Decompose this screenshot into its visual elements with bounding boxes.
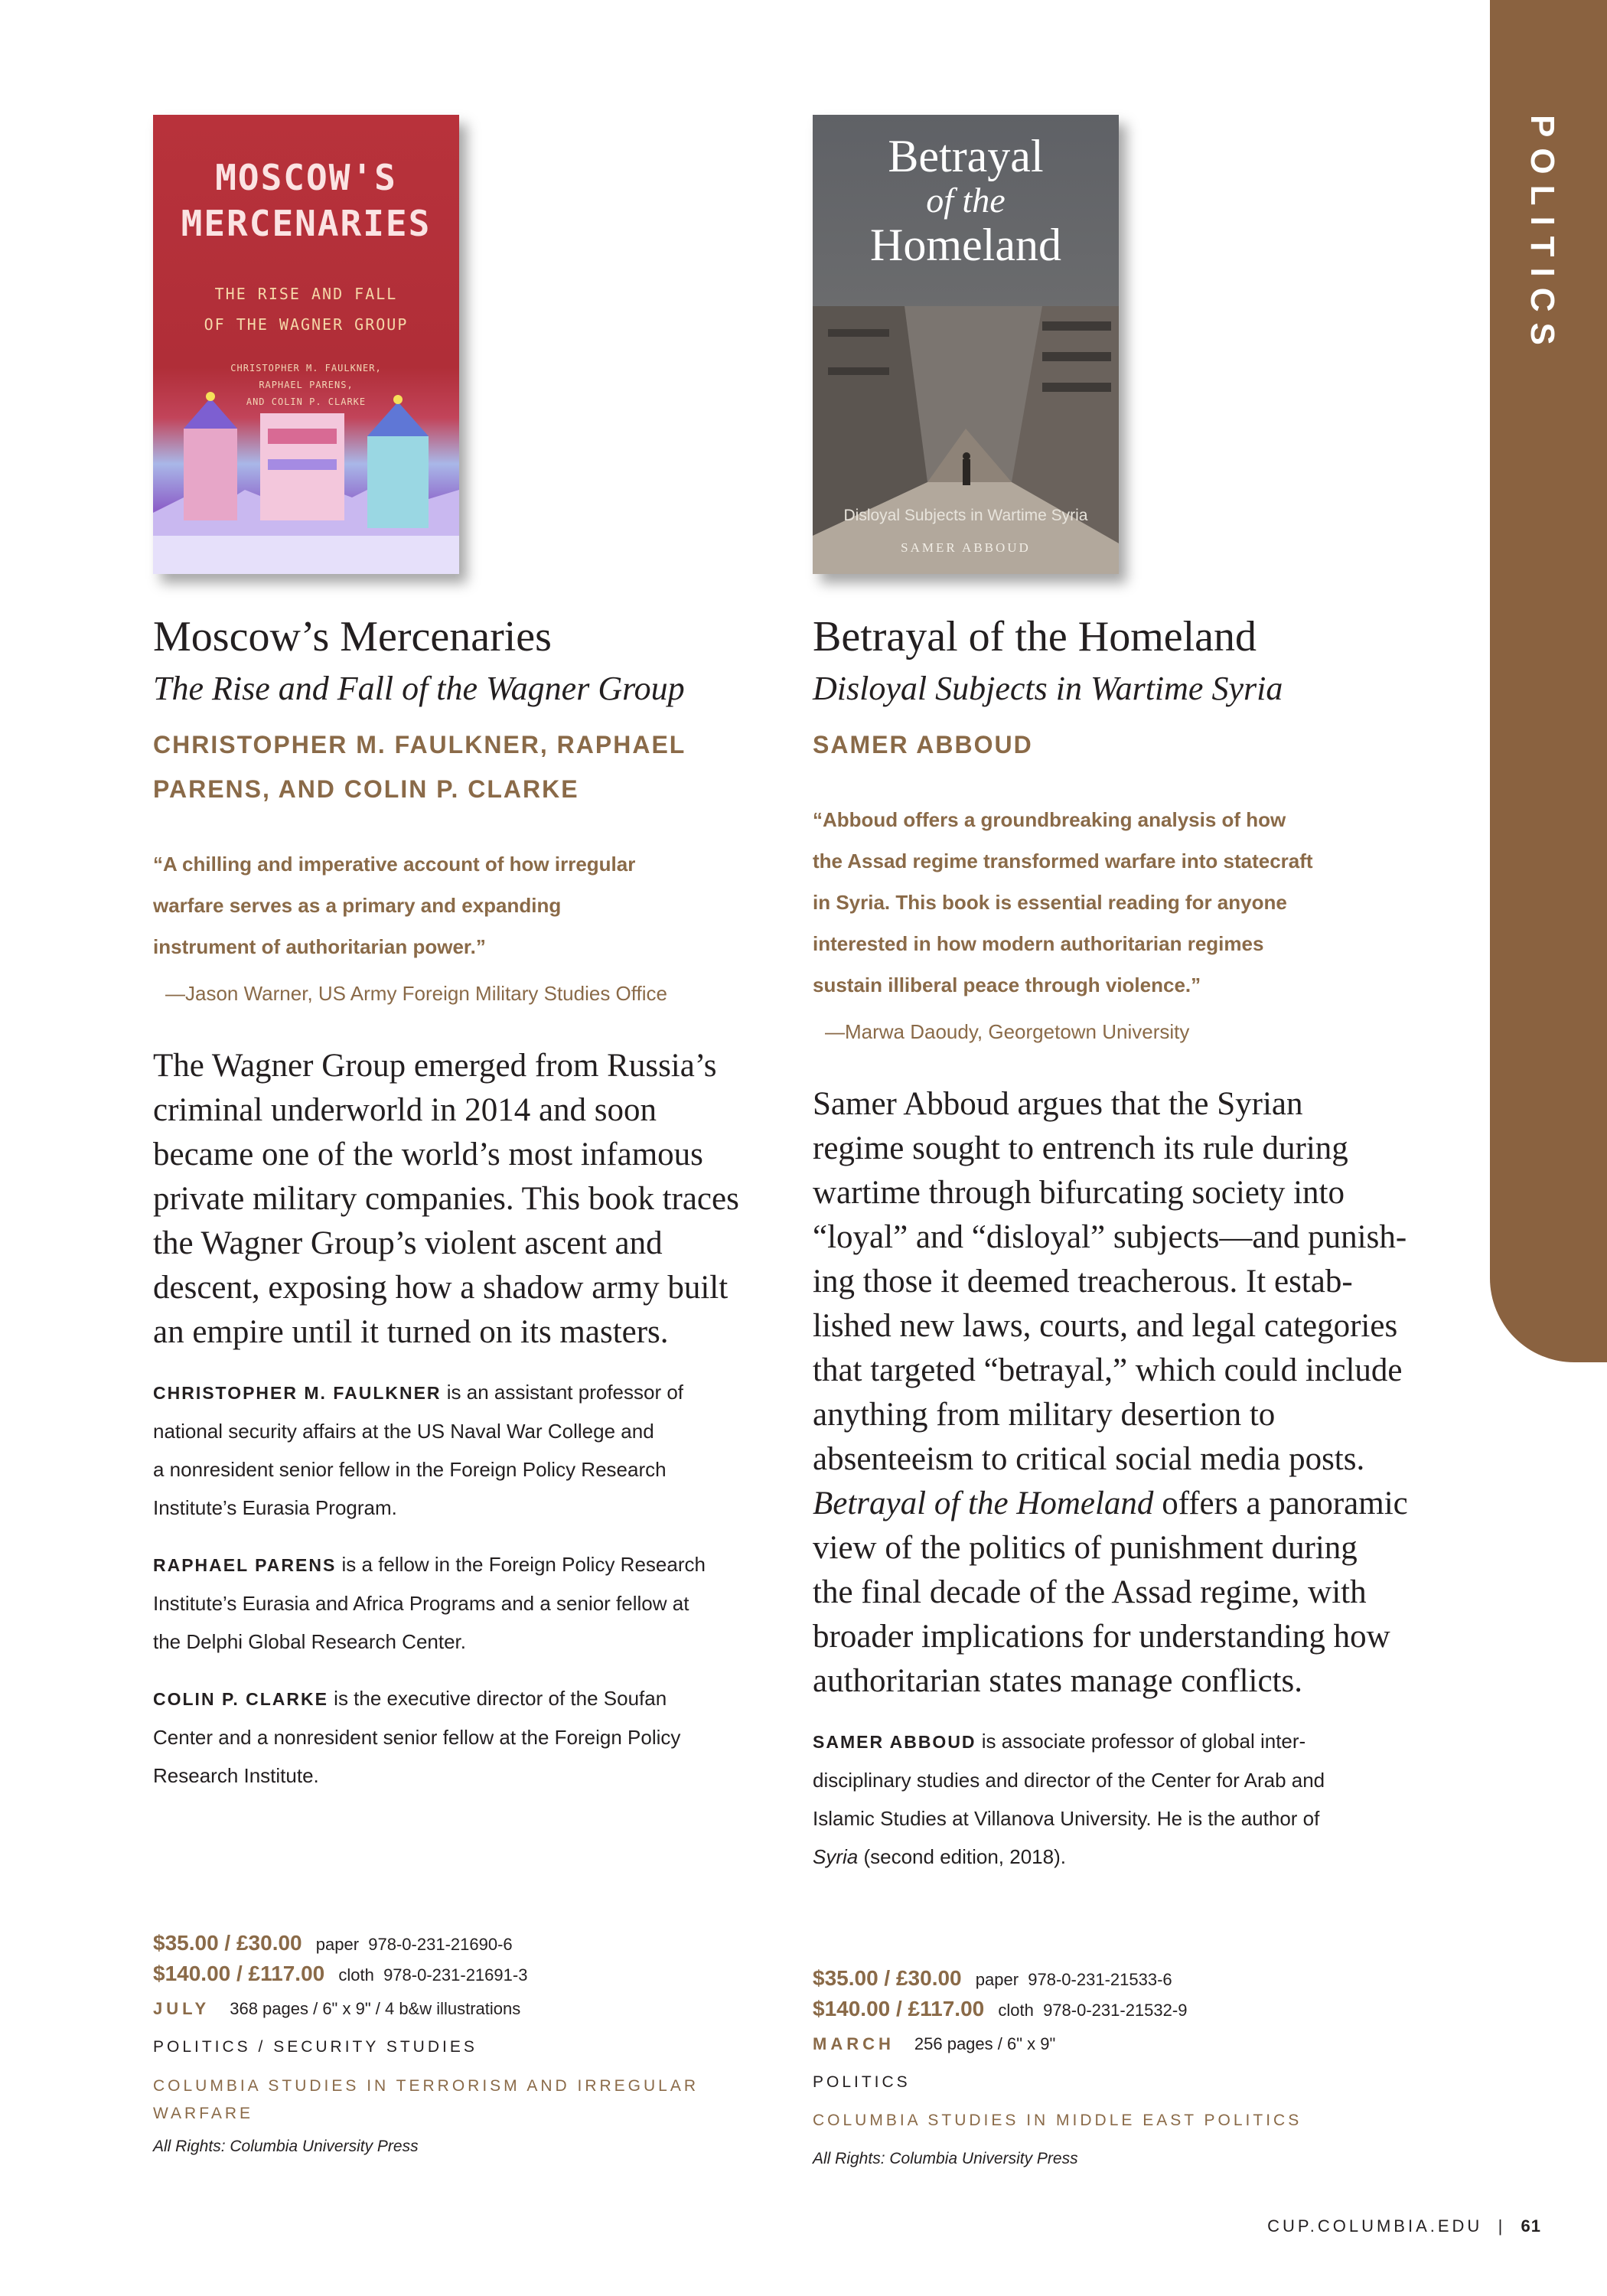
isbn: 978-0-231-21690-6 — [368, 1935, 513, 1954]
book-subtitle: Disloyal Subjects in Wartime Syria — [813, 670, 1283, 707]
isbn: 978-0-231-21533-6 — [1028, 1970, 1172, 1989]
price: $35.00 / £30.00 — [153, 1931, 302, 1955]
book-title: Moscow’s Mercenaries — [153, 613, 552, 660]
format: paper — [315, 1935, 360, 1954]
page-footer — [1267, 2216, 1541, 2236]
format: cloth — [338, 1965, 374, 1985]
format: paper — [975, 1970, 1019, 1989]
pricing-block — [813, 1964, 1425, 2178]
endorsement-quote: “Abboud offers a groundbreaking analysis of how the Assad regime transformed warfare into statecraft in Syria. This book is essential reading for anyone interested in how modern authoritarian regimes sustain illiberal peace through violence.” — [813, 808, 1313, 996]
website-url: CUP.COLUMBIA.EDU — [1267, 2216, 1483, 2236]
format: cloth — [998, 2001, 1034, 2020]
author-bio: RAPHAEL PARENS is a fellow in the Foreign Policy Research Institute’s Eurasia and Africa Programs and a senior fellow at the Delphi Global Research Center. — [153, 1553, 706, 1653]
rights-statement: All Rights: Columbia University Press — [153, 2138, 419, 2155]
endorsement-quote: “A chilling and imperative account of how irregular warfare serves as a primary and expanding instrument of authoritarian power.” — [153, 853, 636, 958]
rights-statement: All Rights: Columbia University Press — [813, 2150, 1078, 2167]
endorsement-attribution: —Jason Warner, US Army Foreign Military Studies Office — [165, 982, 667, 1005]
book-series: COLUMBIA STUDIES IN MIDDLE EAST POLITICS — [813, 2112, 1302, 2129]
author-bio: CHRISTOPHER M. FAULKNER is an assistant professor of national security affairs at the US Naval War College and a nonresident senior fellow in the Foreign Policy Research Institute’s Eurasia Program. — [153, 1381, 684, 1519]
cover-subtitle: THE RISE AND FALL OF THE WAGNER GROUP — [204, 285, 409, 334]
price: $140.00 / £117.00 — [153, 1962, 325, 1985]
author-bio: SAMER ABBOUD is associate professor of global inter- disciplinary studies and director of the Center for Arab and Islamic Studies at Villanova University. He is the author of Syria (second edition, 2018). — [813, 1730, 1325, 1868]
price: $140.00 / £117.00 — [813, 1997, 985, 2020]
edition-cloth — [813, 1994, 1425, 2025]
isbn: 978-0-231-21691-3 — [383, 1965, 528, 1985]
cover-author: SAMER ABBOUD — [901, 540, 1031, 555]
page-specs: 368 pages / 6" x 9" / 4 b&w illustrations — [230, 1999, 521, 2018]
publication-specs — [813, 2025, 1425, 2063]
page-specs: 256 pages / 6" x 9" — [914, 2034, 1056, 2053]
page-number: 61 — [1521, 2216, 1541, 2236]
price: $35.00 / £30.00 — [813, 1966, 962, 1990]
book-cover-moscows-mercenaries — [153, 115, 459, 574]
bio-author-name: CHRISTOPHER M. FAULKNER — [153, 1383, 442, 1403]
cover-subtitle: Disloyal Subjects in Wartime Syria — [843, 507, 1088, 524]
edition-cloth — [153, 1959, 758, 1990]
pricing-block — [153, 1929, 758, 2166]
ruined-street-photo — [813, 306, 1119, 574]
cover-title: MOSCOW'S MERCENARIES — [181, 157, 432, 244]
book-authors: CHRISTOPHER M. FAULKNER, RAPHAEL PARENS, AND COLIN P. CLARKE — [153, 731, 686, 803]
kremlin-illustration — [153, 383, 459, 574]
edition-paper — [153, 1929, 758, 1959]
subject-category: POLITICS — [813, 2073, 911, 2091]
pub-month: JULY — [153, 1999, 210, 2018]
isbn: 978-0-231-21532-9 — [1043, 2001, 1188, 2020]
cover-authors: CHRISTOPHER M. FAULKNER, RAPHAEL PARENS, AND COLIN P. CLARKE — [230, 363, 382, 407]
subject-category: POLITICS / SECURITY STUDIES — [153, 2038, 478, 2056]
book-description: Samer Abboud argues that the Syrian regime sought to entrench its rule during wartime through bifurcating society into “loyal” and “disloyal” subjects—and punish- ing those it deemed treacherous. It estab- lished new laws, courts, and legal categories that targeted “betrayal,” which could include anything from military desertion to absenteeism to critical social media posts. Betrayal of the Homeland offers a panoramic view of the politics of punishment during the final decade of the Assad regime, with broader implications for understanding how authoritarian states manage conflicts. — [813, 1086, 1408, 1699]
book-title: Betrayal of the Homeland — [813, 613, 1257, 660]
cover-title: Betrayal of the Homeland — [870, 131, 1061, 270]
book-description: The Wagner Group emerged from Russia’s criminal underworld in 2014 and soon became one of the world’s most infamous private military companies. This book traces the Wagner Group’s violent ascent and descent, exposing how a shadow army built an empire until it turned on its masters. — [153, 1048, 739, 1350]
book-subtitle: The Rise and Fall of the Wagner Group — [153, 670, 685, 707]
book-series: COLUMBIA STUDIES IN TERRORISM AND IRREGULAR WARFARE — [153, 2077, 699, 2122]
book-authors: SAMER ABBOUD — [813, 731, 1033, 758]
publication-specs — [153, 1990, 758, 2028]
bio-author-name: COLIN P. CLARKE — [153, 1689, 328, 1709]
book-cover-betrayal-of-the-homeland — [813, 115, 1119, 574]
footer-separator: | — [1498, 2216, 1506, 2236]
book-entry-betrayal-of-the-homeland — [813, 115, 1425, 1876]
book-entry-moscows-mercenaries — [153, 115, 758, 1795]
section-tab-label: POLITICS — [1524, 115, 1561, 356]
endorsement-attribution: —Marwa Daoudy, Georgetown University — [825, 1020, 1190, 1043]
bio-author-name: RAPHAEL PARENS — [153, 1555, 337, 1575]
bio-author-name: SAMER ABBOUD — [813, 1732, 976, 1752]
author-bio: COLIN P. CLARKE is the executive director of the Soufan Center and a nonresident senior fellow at the Foreign Policy Research Institute. — [153, 1687, 681, 1787]
pub-month: MARCH — [813, 2034, 895, 2053]
edition-paper — [813, 1964, 1425, 1994]
